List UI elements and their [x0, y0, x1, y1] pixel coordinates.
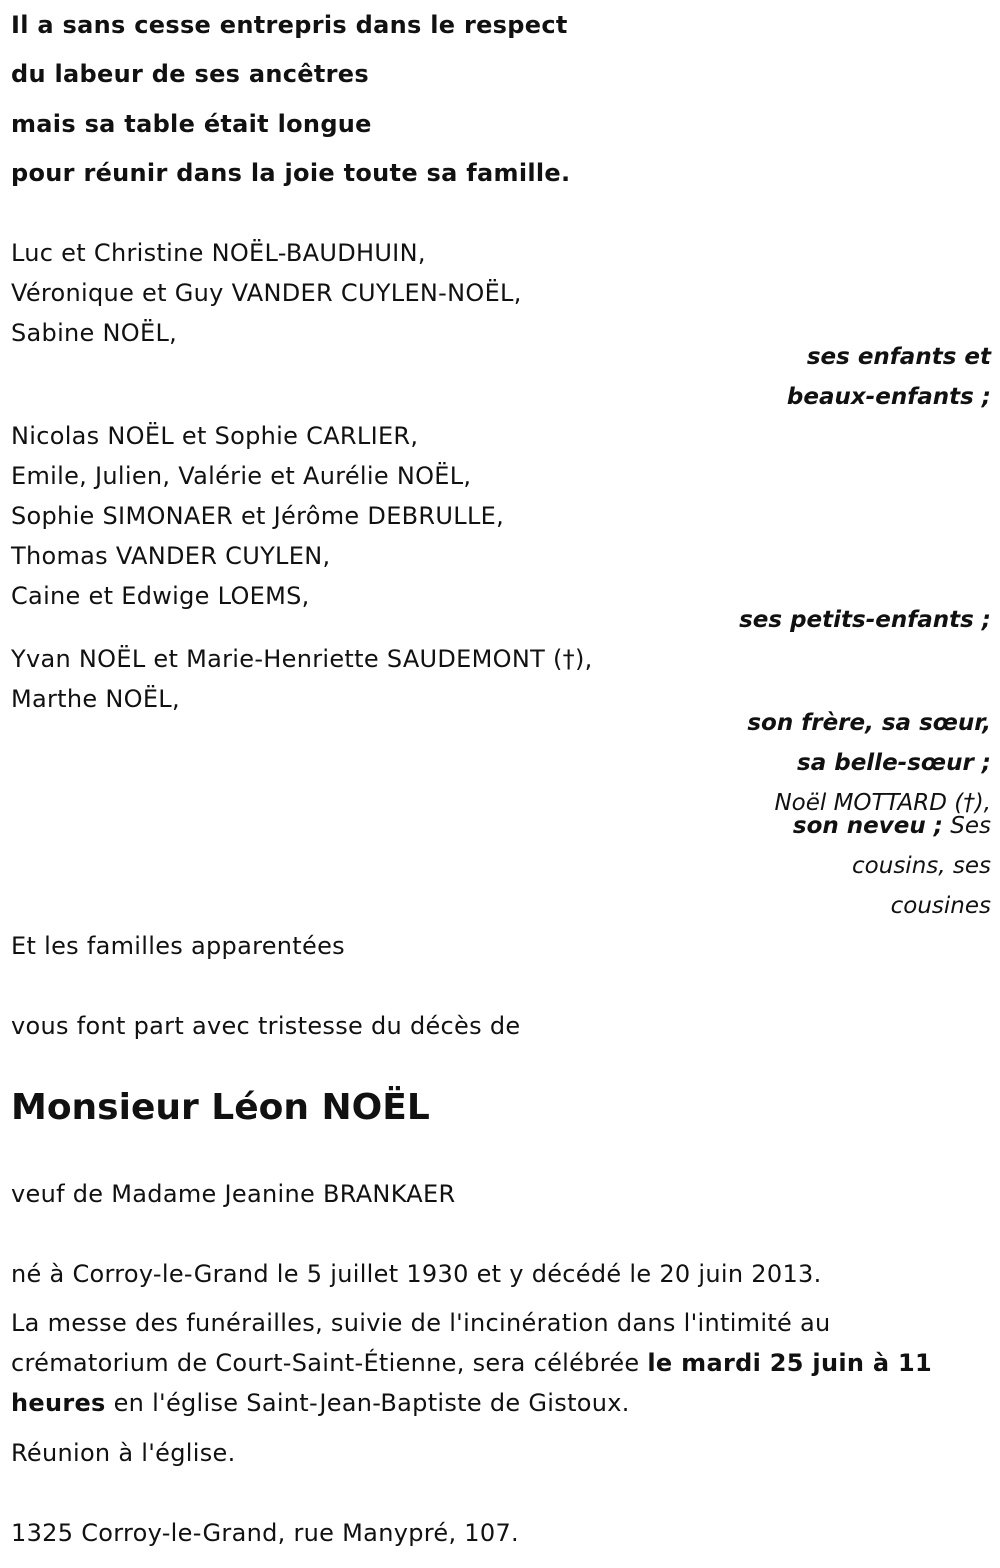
meeting-line: Réunion à l'église. [11, 1439, 236, 1467]
nephew-label: son neveu ; [792, 813, 943, 839]
children-label: beaux-enfants ; [786, 384, 991, 410]
children-line: Sabine NOËL, [11, 319, 178, 347]
nephew-name: Noël MOTTARD (†), [774, 790, 991, 816]
children-label: ses enfants et [806, 344, 991, 370]
grandchildren-line: Thomas VANDER CUYLEN, [11, 542, 331, 570]
grandchildren-line: Caine et Edwige LOEMS, [11, 582, 310, 610]
poem-line: pour réunir dans la joie toute sa famille. [11, 159, 571, 187]
funeral-paragraph [11, 1303, 986, 1423]
siblings-line: Yvan NOËL et Marie-Henriette SAUDEMONT (†), [11, 645, 593, 673]
funeral-text: en l'église Saint-Jean-Baptiste de Gistoux. [105, 1389, 630, 1417]
families-line: Et les familles apparentées [11, 932, 345, 960]
children-line: Véronique et Guy VANDER CUYLEN-NOËL, [11, 279, 522, 307]
deceased-name: Monsieur Léon NOËL [11, 1087, 430, 1128]
funeral-text: La messe des funérailles, suivie de l'incinération dans l'intimité au crématorium de Court-Saint-Étienne, sera célébrée [11, 1309, 831, 1377]
grandchildren-line: Nicolas NOËL et Sophie CARLIER, [11, 422, 419, 450]
grandchildren-line: Sophie SIMONAER et Jérôme DEBRULLE, [11, 502, 505, 530]
siblings-line: Marthe NOËL, [11, 685, 180, 713]
cousins-text: cousins, ses [852, 853, 991, 879]
children-line: Luc et Christine NOËL-BAUDHUIN, [11, 239, 426, 267]
cousins-text: Ses [950, 813, 991, 839]
siblings-label: sa belle-sœur ; [797, 750, 991, 776]
nephew-line [793, 806, 991, 846]
funeral-date: le mardi 25 juin à 11 heures [11, 1349, 933, 1417]
cousins-text: cousines [890, 893, 991, 919]
poem-line: Il a sans cesse entrepris dans le respect [11, 11, 568, 39]
siblings-label: son frère, sa sœur, [747, 710, 991, 736]
grandchildren-label: ses petits-enfants ; [739, 607, 991, 633]
birth-death-line: né à Corroy-le-Grand le 5 juillet 1930 et y décédé le 20 juin 2013. [11, 1260, 822, 1288]
poem-line: mais sa table était longue [11, 110, 372, 138]
announce-line: vous font part avec tristesse du décès de [11, 1012, 521, 1040]
address-line: 1325 Corroy-le-Grand, rue Manypré, 107. [11, 1519, 519, 1547]
widower-line: veuf de Madame Jeanine BRANKAER [11, 1180, 456, 1208]
grandchildren-line: Emile, Julien, Valérie et Aurélie NOËL, [11, 462, 472, 490]
poem-line: du labeur de ses ancêtres [11, 60, 369, 88]
